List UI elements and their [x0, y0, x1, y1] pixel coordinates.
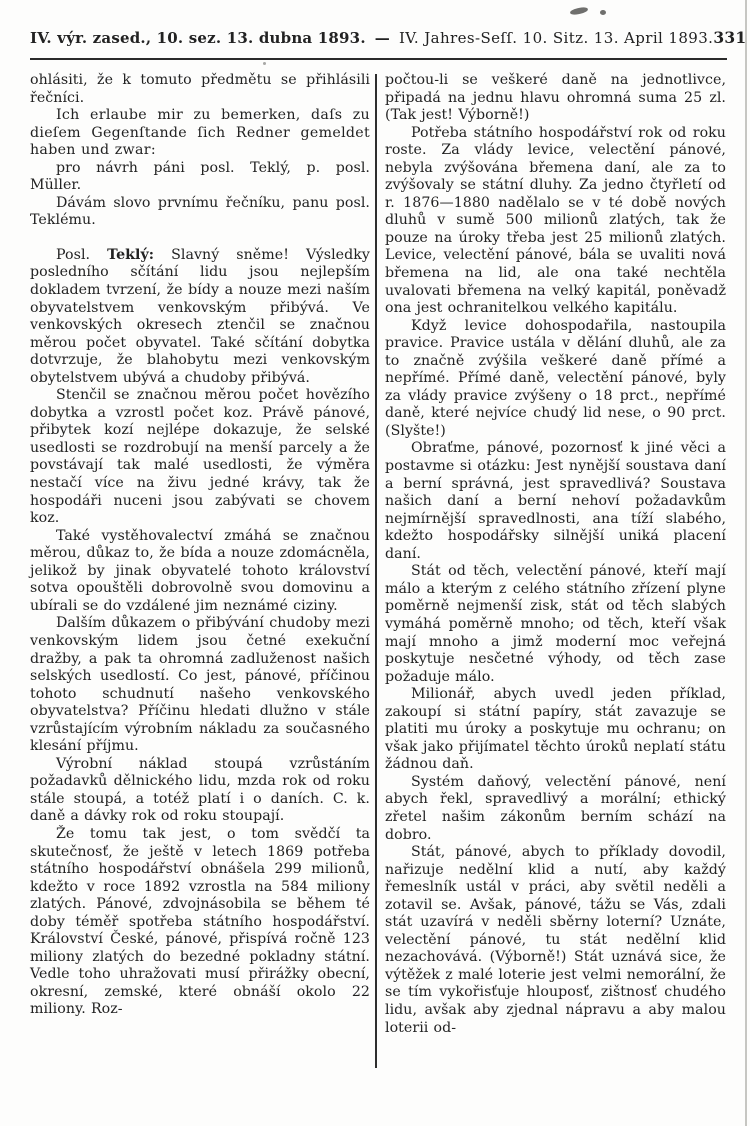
- right-text-column: [385, 72, 726, 1037]
- speaker-name: Teklý:: [107, 246, 155, 263]
- paragraph-continuation: ohlásiti, že k tomuto předmětu se přihlásili řečníci.: [30, 72, 370, 106]
- header-czech-session: IV. výr. zased., 10. sez. 13. dubna 1893.: [30, 29, 366, 47]
- speech-text: Slavný sněme! Výsledky posledního sčítání lidu jsou nejlepším dokladem tvrzení, že bídy a nouze mezi naším obyvatelstvem venkovským přibývá. Ve venkovských okresech ztenčil se značnou měrou počet obyvatel. Také sčítání dobytka dotvrzuje, že blahobytu mezi venkovským obytelstvem ubývá a chudoby přibývá.: [30, 246, 370, 386]
- header-separator-dash: —: [374, 29, 390, 47]
- header-rule: [30, 58, 727, 60]
- paragraph: Potřeba státního hospodářství rok od roku roste. Za vlády levice, velectění pánové, nebyla zvýšována břemena daní, ale za to zvýšovaly se státní dluhy. Za jedno čtyřletí od r. 1876—1880 nadělalo se v té době nových dluhů v sumě 500 milionů zlatých, tak že pouze na úroky třeba jest 25 milionů zlatých. Levice, velectění pánové, bála se uvaliti nová břemena na lid, ale ona také nechtěla uvalovati břemena na velký kapitál, poněvadž ona jest ochranitelkou velkého kapitálu.: [385, 124, 726, 317]
- paragraph: Stenčil se značnou měrou počet hovězího dobytka a vzrostl počet koz. Právě pánové, přibytek kozí nejlépe dokazuje, že selské usedlosti se rozdrobují na menší parcely a že povstávají tak malé usedlosti, že výměra nestačí více na živu jedné krávy, tak že hospodáři nuceni jsou zabývati se chovem koz.: [30, 387, 370, 527]
- left-text-column: [30, 72, 370, 1019]
- paragraph-continuation: počtou-li se veškeré daně na jednotlivce, připadá na jednu hlavu ohromná suma 25 zl. (Tak jest! Výborně!): [385, 72, 726, 124]
- paragraph: Výrobní náklad stoupá vzrůstáním požadavků dělnického lidu, mzda rok od roku stále stoupá, a totéž platí i o daních. C. k. daně a dávky rok od roku stoupají.: [30, 755, 370, 825]
- page-edge-shadow: [745, 0, 747, 1126]
- ink-speck: [570, 6, 589, 16]
- paragraph: Když levice dohospodařila, nastoupila pravice. Pravice ustála v dělání dluhů, ale za to značně zvýšila veškeré daně přímé a nepřímé. Přímé daně, velectění pánové, byly za vlády pravice zvýšeny o 18 prct., nepřímé daně, které nejvíce chudý lid nese, o 90 prct. (Slyšte!): [385, 317, 726, 439]
- ink-speck: [263, 62, 266, 65]
- speaker-prefix: Posl.: [56, 246, 91, 263]
- paragraph: Dalším důkazem o přibývání chudoby mezi venkovským lidem jsou četné exekuční dražby, a pak ta ohromná zadluženost našich selských usedlostí. Co jest, pánové, příčinou tohoto schudnutí našeho venkovského obyvatelstva? Příčinu hledati dlužno v stále vzrůstajícím výrobním nákladu za současného klesání příjmu.: [30, 615, 370, 755]
- paragraph: Stát od těch, velectění pánové, kteří mají málo a kterým z celého státního zřízení plyne poměrně nejmenší zisk, stát od těch slabých vymáhá poměrně mnoho; od těch, kteří však mají mnoho a jimž moderní moc veřejná poskytuje nesčetné výhody, od těch zase požaduje málo.: [385, 563, 726, 685]
- page-number: 331: [713, 28, 747, 47]
- header-german-session: IV. Jahres-Seſſ. 10. Sitz. 13. April 1893.: [398, 29, 714, 47]
- paragraph: Systém daňový, velectění pánové, není abych řekl, spravedlivý a morální; ethický zřetel našim zákonům berním schází na dobro.: [385, 773, 726, 843]
- speaker-list-line1: pro návrh páni posl. Teklý, p. posl.: [56, 159, 370, 176]
- paragraph-german-fraktur: Ich erlaube mir zu bemerken, daſs zu dieſem Gegenſtande ſich Redner gemeldet haben und zwar:: [30, 107, 370, 159]
- paragraph: Dávám slovo prvnímu řečníku, panu posl. Teklému.: [30, 194, 370, 229]
- paragraph: Také vystěhovalectví zmáhá se značnou měrou, důkaz to, že bída a nouze zdomácněla, jelikož by jinak obyvatelé tohoto království sotva opouštěli dobrovolně svou domovinu a ubírali se do vzdálené jim neznámé ciziny.: [30, 527, 370, 614]
- paragraph: Obraťme, pánové, pozornosť k jiné věci a postavme si otázku: Jest nynější soustava daní a berní správná, jest spravedlivá? Soustava našich daní a berní nehoví požadavkům nejmírnější spravedlnosti, ana tíží slabého, kdežto hospodářsky silnější uniká placení daní.: [385, 440, 726, 562]
- paragraph-speaker-list: [30, 160, 370, 195]
- paragraph-speech-opening: [30, 247, 370, 387]
- paragraph: Že tomu tak jest, o tom svědčí ta skutečnosť, že ještě v letech 1869 potřeba státního hospodářství obnášela 299 milionů, kdežto v roce 1892 vzrostla na 584 miliony zlatých. Pánové, zdvojnásobila se během té doby téměř spotřeba státního hospodářství. Království České, pánové, přispívá ročně 123 miliony zlatých do bezedné pokladny státní. Vedle toho uhražovati musí přirážky obecní, okresní, zemské, které obnáší okolo 22 miliony. Roz-: [30, 825, 370, 1018]
- column-divider-rule: [375, 74, 377, 1068]
- paragraph: Stát, pánové, abych to příklady dovodil, nařizuje nedělní klid a nutí, aby každý řemeslník ustál v práci, aby světil neděli a zotavil se. Avšak, pánové, tážu se Vás, zdali stát uzavírá v neděli sběrny loterní? Uznáte, velectění pánové, tu stát nedělní klid nezachovává. (Výborně!) Stát uznává sice, že výtěžek z malé loterie jest velmi nemorální, že se tím vykořisťuje hlouposť, zištnosť chudého lidu, avšak aby zjednal nápravu a aby malou loterii od-: [385, 844, 726, 1036]
- speaker-list-line2: Müller.: [30, 177, 82, 194]
- running-header: [30, 28, 747, 47]
- paragraph: Milionář, abych uvedl jeden příklad, zakoupí si státní papíry, stát zavazuje se platiti mu úroky a poskytuje mu ochranu; on však jako přijímatel těchto úroků neplatí státu žádnou daň.: [385, 686, 726, 773]
- ink-speck: [600, 10, 606, 15]
